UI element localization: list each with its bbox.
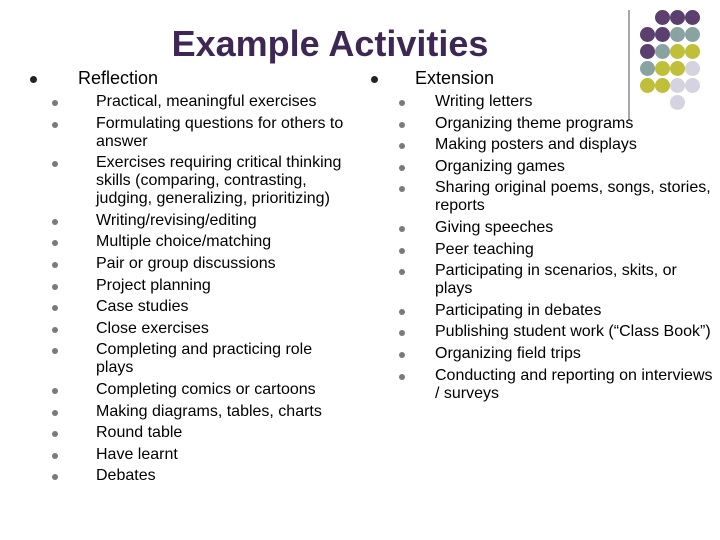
bullet-icon: [52, 240, 58, 246]
list-item-text: Completing comics or cartoons: [96, 380, 316, 398]
list-item-text: Giving speeches: [435, 218, 554, 236]
bullet-icon: [52, 431, 58, 437]
list-item: [399, 323, 715, 341]
bullet-icon: [52, 474, 58, 480]
list-item: [399, 367, 715, 403]
list-item: [52, 403, 352, 421]
list-item-text: Debates: [96, 467, 156, 485]
list-item: [52, 341, 352, 377]
bullet-icon: [399, 165, 405, 171]
list-item-text: Publishing student work (“Class Book”): [435, 323, 711, 341]
list-item-text: Peer teaching: [435, 240, 534, 258]
list-item-text: Organizing games: [435, 157, 565, 175]
list-item: [52, 277, 352, 295]
bullet-icon: [399, 186, 405, 192]
list-item: [52, 255, 352, 273]
decorative-dot: [685, 61, 700, 76]
list-item: [399, 179, 715, 215]
list-item: [52, 467, 352, 485]
decorative-dot: [655, 78, 670, 93]
reflection-list: [52, 93, 352, 489]
list-item-text: Multiple choice/matching: [96, 233, 272, 251]
bullet-icon: [399, 143, 405, 149]
list-item-text: Practical, meaningful exercises: [96, 93, 317, 110]
list-item-text: Project planning: [96, 276, 211, 294]
list-item-text: Organizing theme programs: [435, 114, 634, 132]
bullet-icon: [52, 348, 58, 354]
decorative-dot: [640, 44, 655, 59]
decorative-dot: [655, 10, 670, 25]
bullet-icon: [399, 226, 405, 232]
list-item: [52, 93, 352, 111]
list-item: [399, 93, 715, 111]
bullet-icon: [399, 352, 405, 358]
decorative-dot: [685, 27, 700, 42]
list-item: [399, 345, 715, 363]
decorative-dot: [640, 27, 655, 42]
bullet-icon: [52, 305, 58, 311]
list-item-text: Conducting and reporting on interviews / surveys: [435, 366, 713, 402]
list-item-text: Have learnt: [96, 445, 178, 463]
list-item-text: Close exercises: [96, 319, 209, 337]
bullet-icon: [399, 330, 405, 336]
list-item-text: Formulating questions for others to answer: [96, 114, 344, 150]
decorative-dot: [685, 10, 700, 25]
reflection-heading: Reflection: [78, 68, 159, 88]
list-item: [399, 302, 715, 320]
decorative-dot: [685, 78, 700, 93]
list-item-text: Participating in scenarios, skits, or plays: [435, 262, 677, 298]
bullet-icon: [52, 262, 58, 268]
decorative-dot: [655, 61, 670, 76]
decorative-dot: [640, 61, 655, 76]
list-item-text: Writing letters: [435, 93, 533, 110]
bullet-icon: [52, 122, 58, 128]
list-item: [52, 154, 352, 208]
bullet-icon: [399, 269, 405, 275]
decorative-dot: [670, 27, 685, 42]
list-item: [399, 158, 715, 176]
list-item: [52, 298, 352, 316]
heading-bullet: [371, 76, 378, 83]
bullet-icon: [52, 327, 58, 333]
list-item: [52, 320, 352, 338]
slide-title: Example Activities: [171, 23, 489, 64]
list-item-text: Completing and practicing role plays: [96, 341, 313, 377]
list-item-text: Case studies: [96, 298, 189, 316]
bullet-icon: [399, 374, 405, 380]
list-item: [399, 136, 715, 154]
bullet-icon: [52, 284, 58, 290]
bullet-icon: [399, 248, 405, 254]
list-item: [52, 446, 352, 464]
bullet-icon: [52, 388, 58, 394]
list-item-text: Making diagrams, tables, charts: [96, 402, 322, 420]
list-item-text: Making posters and displays: [435, 136, 637, 154]
decorative-dot: [670, 61, 685, 76]
list-item: [52, 233, 352, 251]
bullet-icon: [399, 122, 405, 128]
extension-list: [399, 93, 715, 406]
bullet-icon: [399, 309, 405, 315]
list-item-text: Round table: [96, 424, 183, 442]
list-item: [399, 262, 715, 298]
list-item-text: Participating in debates: [435, 301, 602, 319]
list-item-text: Organizing field trips: [435, 344, 581, 362]
bullet-icon: [52, 453, 58, 459]
decorative-dot: [685, 44, 700, 59]
decorative-dot: [670, 78, 685, 93]
list-item: [52, 115, 352, 151]
list-item: [52, 212, 352, 230]
decorative-dot: [655, 44, 670, 59]
decorative-dot: [670, 10, 685, 25]
bullet-icon: [52, 219, 58, 225]
decorative-dot: [655, 27, 670, 42]
decorative-dot: [640, 78, 655, 93]
bullet-icon: [52, 100, 58, 106]
heading-bullet: [30, 76, 37, 83]
decorative-dot: [670, 44, 685, 59]
bullet-icon: [52, 161, 58, 167]
bullet-icon: [52, 410, 58, 416]
list-item-text: Exercises requiring critical thinking skills (comparing, contrasting, judging, generalizing, prioritizing): [96, 154, 342, 208]
list-item-text: Writing/revising/editing: [96, 211, 257, 229]
list-item: [399, 241, 715, 259]
list-item: [399, 219, 715, 237]
list-item: [399, 115, 715, 133]
list-item: [52, 424, 352, 442]
list-item-text: Sharing original poems, songs, stories, reports: [435, 179, 711, 215]
list-item: [52, 381, 352, 399]
list-item-text: Pair or group discussions: [96, 254, 276, 272]
extension-heading: Extension: [415, 68, 495, 88]
bullet-icon: [399, 100, 405, 106]
